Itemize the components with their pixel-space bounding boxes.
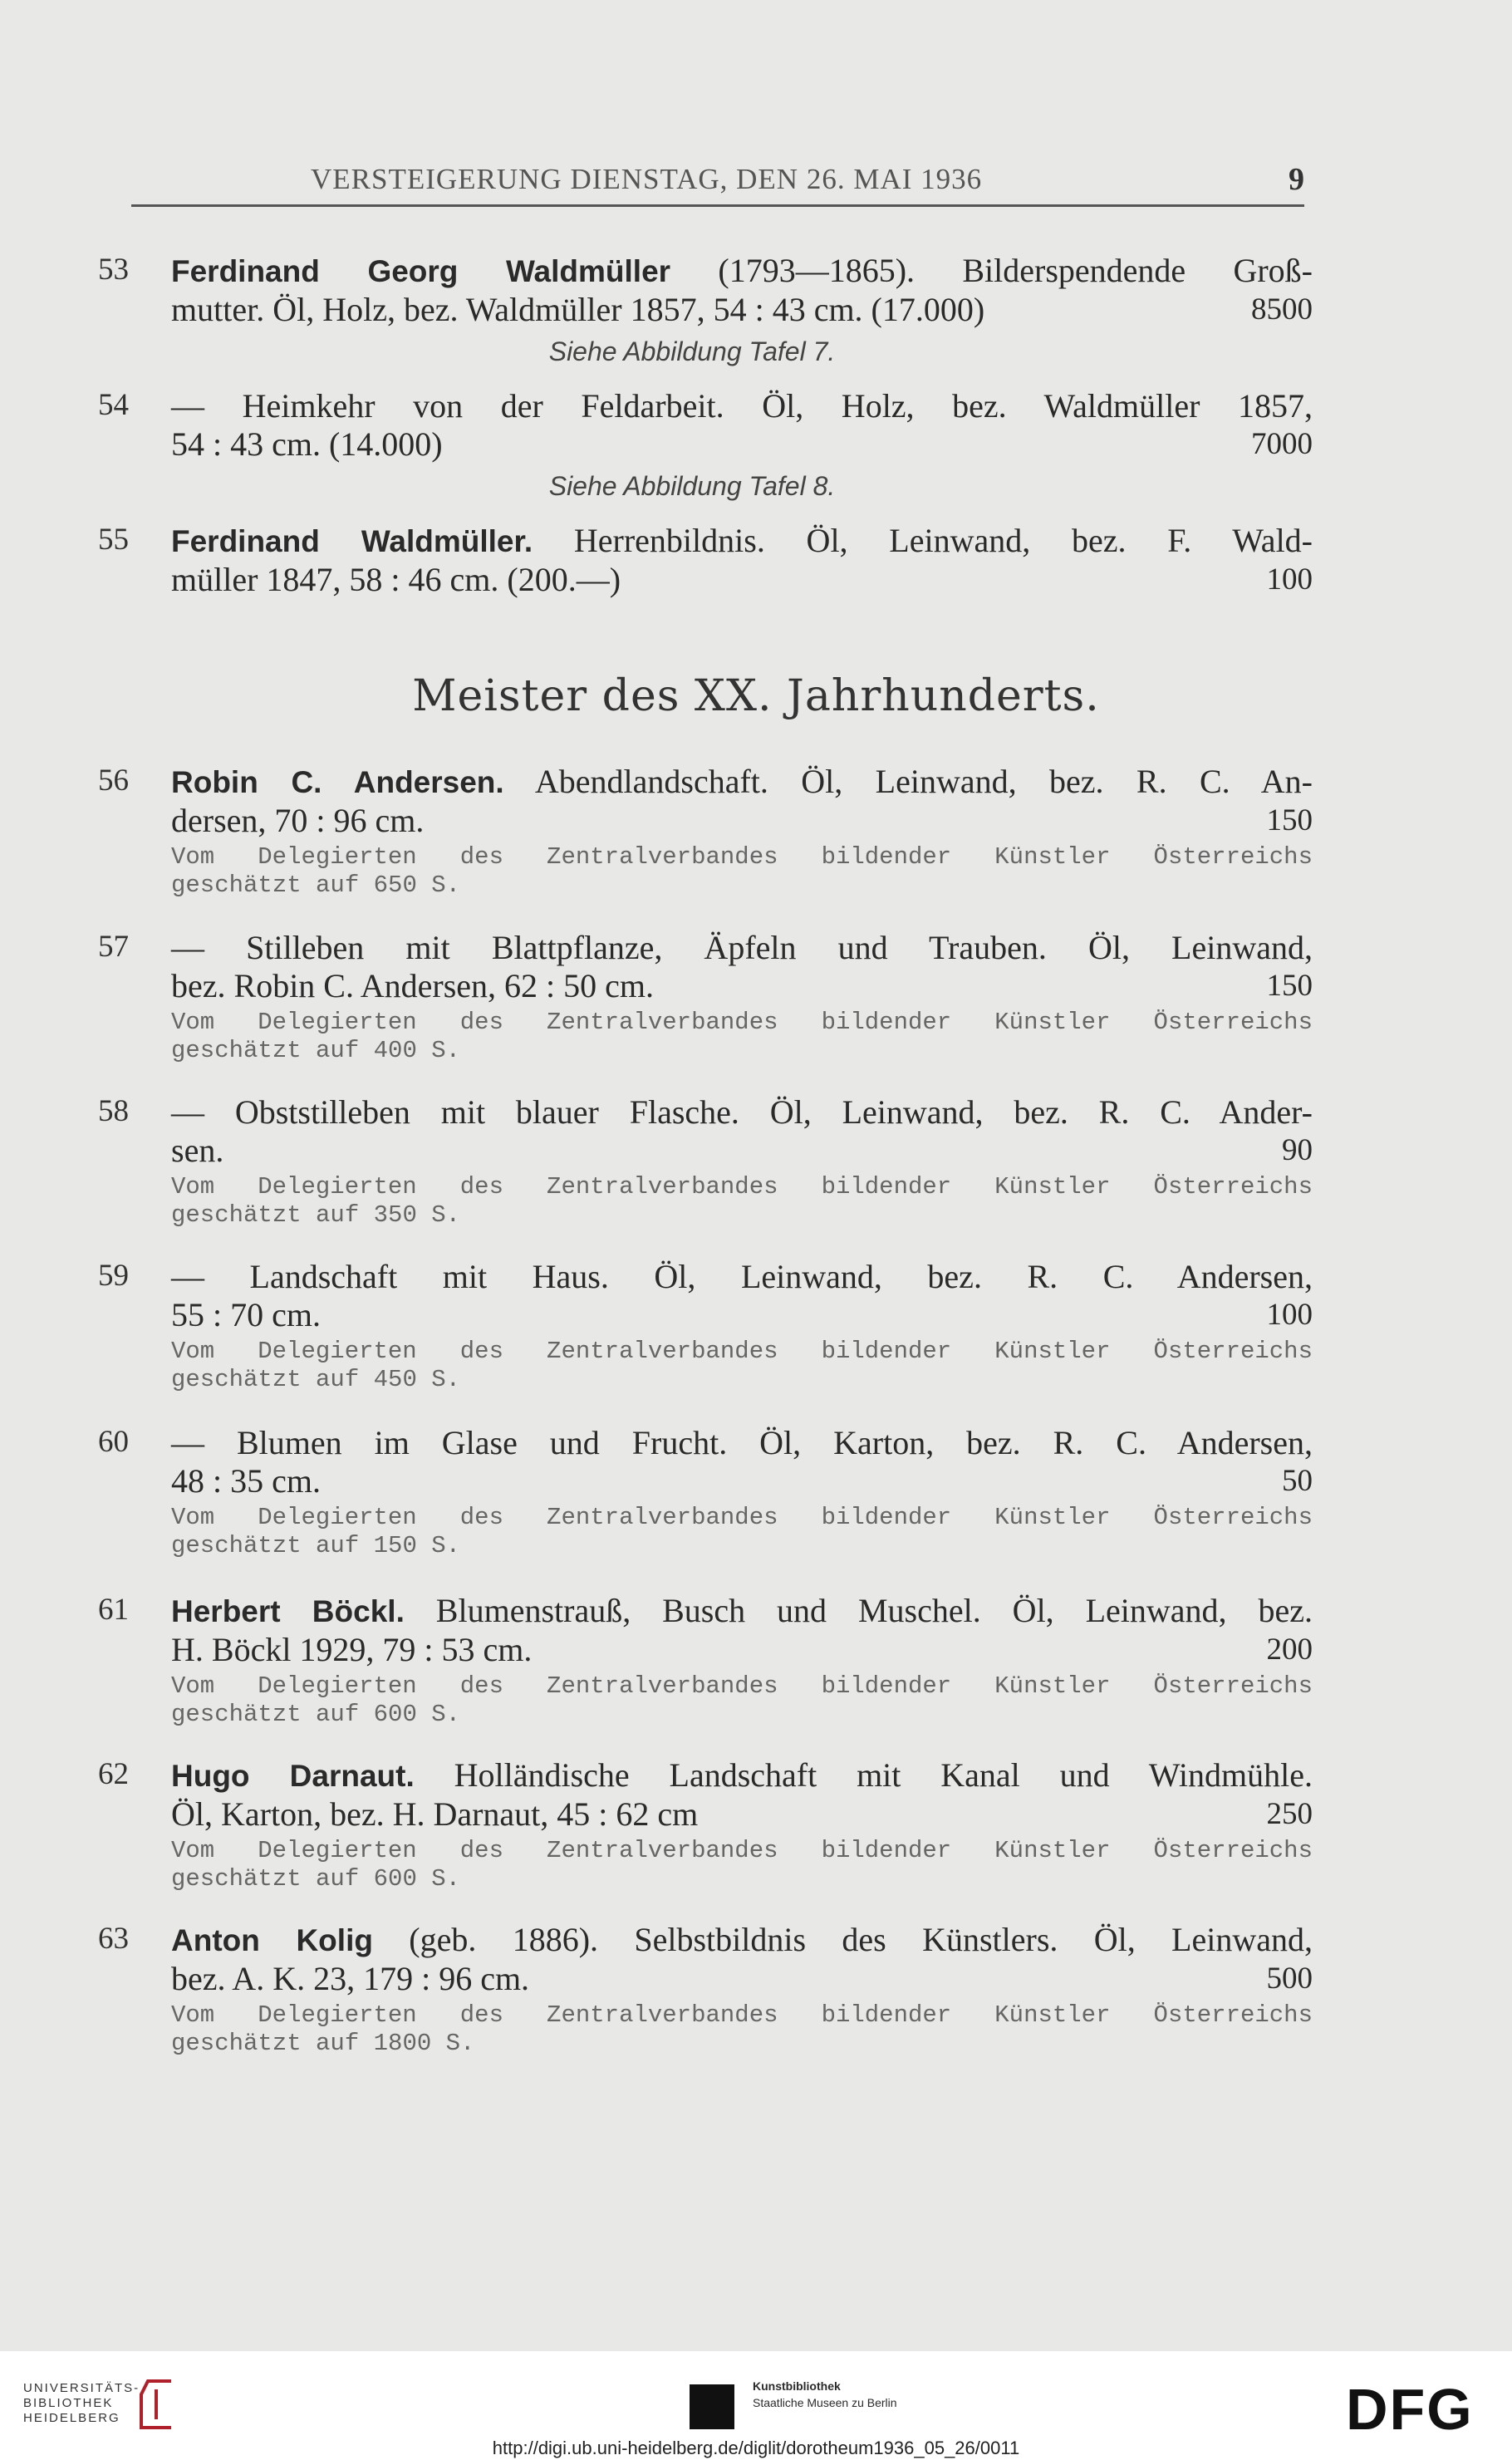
lot-description-line <box>171 1592 1313 1631</box>
description-text: 54 : 43 cm. (14.000) <box>171 425 443 463</box>
running-head-title: VERSTEIGERUNG DIENSTAG, DEN 26. MAI 1936 <box>311 163 983 195</box>
lot-number: 56 <box>98 764 129 798</box>
lot-description-line <box>171 1921 1313 1960</box>
lot-description-line <box>171 1296 1313 1334</box>
lot-description-line <box>171 1424 1313 1462</box>
lot-entry <box>91 522 1313 599</box>
lot-number: 61 <box>98 1593 129 1627</box>
lot-number: 57 <box>98 930 129 964</box>
page-url[interactable]: http://digi.ub.uni-heidelberg.de/diglit/dorotheum1936_05_26/0011 <box>492 2438 1020 2458</box>
lot-number: 62 <box>98 1757 129 1791</box>
lot-description-line <box>171 1756 1313 1795</box>
description-text: H. Böckl 1929, 79 : 53 cm. <box>171 1631 533 1668</box>
description-text: — Heimkehr von der Feldarbeit. Öl, Holz, bez. Waldmüller 1857, <box>171 387 1313 425</box>
description-text: müller 1847, 58 : 46 cm. (200.—) <box>171 561 621 598</box>
lot-description-line <box>171 425 1313 464</box>
lot-entry <box>91 1756 1313 1893</box>
note-line: Vom Delegierten des Zentralverbandes bildender Künstler Österreichs <box>171 1338 1313 1365</box>
valuation-note <box>171 2001 1313 2058</box>
viewer-footer <box>0 2351 1512 2460</box>
heidelberg-mark-icon <box>138 2378 174 2431</box>
note-line: Vom Delegierten des Zentralverbandes bildender Künstler Österreichs <box>171 1837 1313 1864</box>
lot-number: 58 <box>98 1094 129 1128</box>
lot-price: 90 <box>1282 1133 1313 1167</box>
description-text: — Obststilleben mit blauer Flasche. Öl, Leinwand, bez. R. C. Ander- <box>171 1093 1313 1131</box>
artist-name: Herbert Böckl. <box>171 1594 405 1628</box>
logo-text <box>23 2381 140 2426</box>
note-line: Vom Delegierten des Zentralverbandes bildender Künstler Österreichs <box>171 1504 1313 1531</box>
lot-price: 8500 <box>1251 292 1313 327</box>
running-head <box>131 158 1304 207</box>
lot-description-line <box>171 1631 1313 1669</box>
lot-entry <box>91 387 1313 505</box>
lot-number: 60 <box>98 1425 129 1459</box>
logo-line: BIBLIOTHEK <box>23 2396 114 2410</box>
lot-description-line <box>171 1132 1313 1170</box>
logo-line: UNIVERSITÄTS- <box>23 2381 140 2395</box>
description-text: Holländische Landschaft mit Kanal und Windmühle. <box>454 1756 1313 1794</box>
note-line: geschätzt auf 450 S. <box>171 1366 461 1393</box>
lot-description-line <box>171 1795 1313 1834</box>
note-line: geschätzt auf 600 S. <box>171 1701 461 1728</box>
lot-price: 150 <box>1266 803 1313 837</box>
valuation-note <box>171 1173 1313 1230</box>
description-text: dersen, 70 : 96 cm. <box>171 802 425 839</box>
artist-name: Ferdinand Waldmüller. <box>171 524 533 558</box>
valuation-note <box>171 1009 1313 1065</box>
lot-description-line <box>171 802 1313 840</box>
description-text: — Blumen im Glase und Frucht. Öl, Karton, bez. R. C. Andersen, <box>171 1424 1313 1461</box>
lot-entry <box>91 1921 1313 2058</box>
logo-line: Staatliche Museen zu Berlin <box>753 2396 897 2409</box>
lot-description-line <box>171 1258 1313 1296</box>
note-line: geschätzt auf 150 S. <box>171 1532 461 1559</box>
note-line: Vom Delegierten des Zentralverbandes bildender Künstler Österreichs <box>171 1009 1313 1036</box>
description-text: bez. Robin C. Andersen, 62 : 50 cm. <box>171 967 655 1004</box>
valuation-note <box>171 1338 1313 1394</box>
logo-line: Kunstbibliothek <box>753 2379 841 2393</box>
lot-number: 54 <box>98 388 129 422</box>
kunstbibliothek-mark-icon <box>690 2384 734 2429</box>
description-text: bez. A. K. 23, 179 : 96 cm. <box>171 1960 530 1997</box>
lot-entry <box>91 252 1313 371</box>
lot-description-line <box>171 252 1313 291</box>
note-line: geschätzt auf 400 S. <box>171 1037 461 1064</box>
description-text: (geb. 1886). Selbstbildnis des Künstlers. Öl, Leinwand, <box>409 1921 1313 1958</box>
note-line: geschätzt auf 650 S. <box>171 872 461 899</box>
lot-number: 55 <box>98 523 129 557</box>
lot-description-line <box>171 1960 1313 1998</box>
description-text: 48 : 35 cm. <box>171 1462 321 1500</box>
description-text: Abendlandschaft. Öl, Leinwand, bez. R. C. An- <box>534 763 1313 800</box>
lot-description-line <box>171 561 1313 599</box>
lot-entry <box>91 929 1313 1065</box>
lot-price: 500 <box>1266 1962 1313 1996</box>
artist-name: Hugo Darnaut. <box>171 1759 415 1793</box>
valuation-note <box>171 1672 1313 1729</box>
lot-description-line <box>171 929 1313 967</box>
note-line: Vom Delegierten des Zentralverbandes bildender Künstler Österreichs <box>171 1173 1313 1201</box>
plate-reference: Siehe Abbildung Tafel 7. <box>548 336 836 366</box>
plate-reference: Siehe Abbildung Tafel 8. <box>548 471 836 501</box>
lot-number: 63 <box>98 1922 129 1956</box>
lot-entry <box>91 1258 1313 1394</box>
lot-description-line <box>171 1462 1313 1500</box>
lot-price: 250 <box>1266 1797 1313 1831</box>
valuation-note <box>171 1504 1313 1560</box>
description-text: sen. <box>171 1132 224 1169</box>
note-line: Vom Delegierten des Zentralverbandes bildender Künstler Österreichs <box>171 1672 1313 1700</box>
lot-price: 100 <box>1266 1298 1313 1332</box>
artist-name: Robin C. Andersen. <box>171 765 504 799</box>
lot-description-line <box>171 387 1313 425</box>
lot-entry <box>91 763 1313 900</box>
lot-price: 200 <box>1266 1633 1313 1667</box>
logo-line: HEIDELBERG <box>23 2411 120 2425</box>
note-line: Vom Delegierten des Zentralverbandes bildender Künstler Österreichs <box>171 2001 1313 2029</box>
lot-entry <box>91 1592 1313 1729</box>
dfg-logo[interactable]: DFG <box>1346 2377 1474 2442</box>
section-heading: Meister des XX. Jahrhunderts. <box>412 671 1100 721</box>
note-line: Vom Delegierten des Zentralverbandes bildender Künstler Österreichs <box>171 843 1313 871</box>
lot-price: 150 <box>1266 969 1313 1003</box>
description-text: (1793—1865). Bilderspendende Groß- <box>718 252 1313 289</box>
lot-number: 59 <box>98 1259 129 1293</box>
valuation-note <box>171 1837 1313 1893</box>
note-line: geschätzt auf 350 S. <box>171 1201 461 1229</box>
university-library-logo[interactable] <box>23 2381 140 2426</box>
lot-price: 7000 <box>1251 427 1313 461</box>
lot-description-line <box>171 967 1313 1005</box>
description-text: — Landschaft mit Haus. Öl, Leinwand, bez. R. C. Andersen, <box>171 1258 1313 1295</box>
note-line: geschätzt auf 600 S. <box>171 1865 461 1893</box>
lot-price: 50 <box>1282 1464 1313 1498</box>
lot-description-line <box>171 291 1313 329</box>
lot-description-line <box>171 522 1313 561</box>
description-text: mutter. Öl, Holz, bez. Waldmüller 1857, 54 : 43 cm. (17.000) <box>171 291 985 328</box>
lot-description-line <box>171 1093 1313 1132</box>
lot-number: 53 <box>98 253 129 287</box>
artist-name: Anton Kolig <box>171 1923 373 1957</box>
description-text: 55 : 70 cm. <box>171 1296 321 1333</box>
artist-name: Ferdinand Georg Waldmüller <box>171 254 671 288</box>
note-line: geschätzt auf 1800 S. <box>171 2030 475 2057</box>
page-number: 9 <box>1289 162 1304 197</box>
description-text: Öl, Karton, bez. H. Darnaut, 45 : 62 cm <box>171 1795 699 1833</box>
description-text: Blumenstrauß, Busch und Muschel. Öl, Leinwand, bez. <box>435 1592 1313 1629</box>
description-text: — Stilleben mit Blattpflanze, Äpfeln und Trauben. Öl, Leinwand, <box>171 929 1313 966</box>
valuation-note <box>171 843 1313 900</box>
lot-entry <box>91 1093 1313 1230</box>
lot-entry <box>91 1424 1313 1560</box>
lot-description-line <box>171 763 1313 802</box>
description-text: Herrenbildnis. Öl, Leinwand, bez. F. Wald- <box>573 522 1313 559</box>
lot-price: 100 <box>1266 562 1313 597</box>
